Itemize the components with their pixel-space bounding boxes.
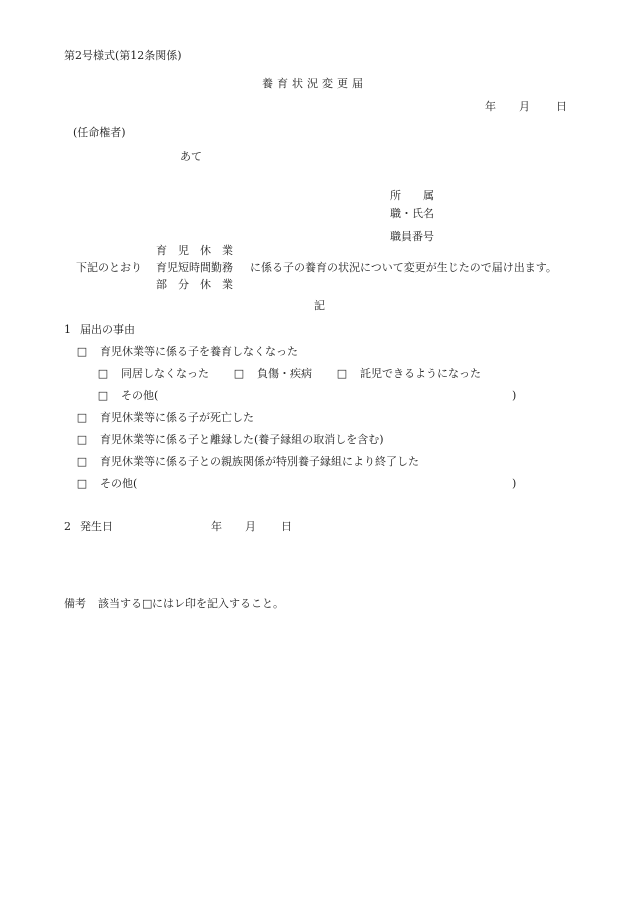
section-heading: 記 [314, 299, 325, 312]
remarks-checkbox-symbol: □ [142, 597, 153, 610]
reason-special-adoption-label: 育児休業等に係る子との親族関係が特別養子縁組により終了した [100, 455, 419, 468]
form-number: 第2号様式(第12条関係) [64, 49, 182, 62]
reason-other-checkbox[interactable]: □ [76, 477, 88, 490]
leave-option-childcare: 育 児 休 業 [156, 244, 233, 257]
staff-number-label: 職員番号 [390, 230, 434, 243]
intro-prefix: 下記のとおり [76, 261, 142, 274]
main-reason-row [76, 346, 298, 357]
leave-option-short-time: 育児短時間勤務 [156, 261, 233, 274]
remarks-row [64, 598, 284, 609]
reason-death-row [76, 412, 254, 423]
sub-reason-cohabitation: 同居しなくなった [121, 367, 209, 380]
main-reason-checkbox[interactable]: □ [76, 345, 88, 358]
reason-special-adoption-row [76, 456, 419, 467]
date-year: 年 [485, 100, 496, 113]
reason-other-row [76, 478, 137, 489]
sub-reason-daycare: 託児できるようになった [360, 367, 481, 380]
sub-reason-row [97, 368, 481, 379]
sub-reason-injury: 負傷・疾病 [257, 367, 312, 380]
sub-other-label: その他( [121, 389, 159, 402]
date-month: 月 [519, 100, 530, 113]
reason-other-label: その他( [100, 477, 138, 490]
position-name-label: 職・氏名 [390, 207, 434, 220]
reason-dissolution-checkbox[interactable]: □ [76, 433, 88, 446]
occurrence-section-heading: 発生日 [80, 520, 113, 533]
sub-reason-checkbox-daycare[interactable]: □ [336, 367, 348, 380]
reason-section-heading: 届出の事由 [80, 323, 135, 336]
appointing-authority: (任命権者) [73, 126, 126, 139]
sub-other-close: ) [512, 389, 517, 402]
sub-reason-checkbox-injury[interactable]: □ [233, 367, 245, 380]
reason-dissolution-row [76, 434, 384, 445]
reason-death-label: 育児休業等に係る子が死亡した [100, 411, 254, 424]
main-reason-label: 育児休業等に係る子を養育しなくなった [100, 345, 298, 358]
remarks-text-after-box: にはレ印を記入すること。 [152, 597, 284, 610]
document-title: 養育状況変更届 [262, 77, 367, 90]
reason-section-number: 1 [64, 323, 71, 336]
date-day: 日 [556, 100, 567, 113]
occurrence-month: 月 [245, 520, 256, 533]
occurrence-section-number: 2 [64, 520, 71, 533]
affiliation-label: 所 属 [390, 189, 434, 202]
reason-other-close: ) [512, 477, 517, 490]
remarks-label: 備考 [64, 597, 86, 610]
sub-other-row [97, 390, 158, 401]
leave-option-partial: 部 分 休 業 [156, 278, 233, 291]
addressee: あて [180, 150, 202, 163]
reason-death-checkbox[interactable]: □ [76, 411, 88, 424]
reason-special-adoption-checkbox[interactable]: □ [76, 455, 88, 468]
sub-reason-checkbox-cohabitation[interactable]: □ [97, 367, 109, 380]
remarks-text-before-box: 該当する [98, 597, 142, 610]
intro-suffix: に係る子の養育の状況について変更が生じたので届け出ます。 [250, 261, 557, 274]
occurrence-day: 日 [281, 520, 292, 533]
sub-other-checkbox[interactable]: □ [97, 389, 109, 402]
occurrence-year: 年 [211, 520, 222, 533]
reason-dissolution-label: 育児休業等に係る子と離縁した(養子縁組の取消しを含む) [100, 433, 384, 446]
